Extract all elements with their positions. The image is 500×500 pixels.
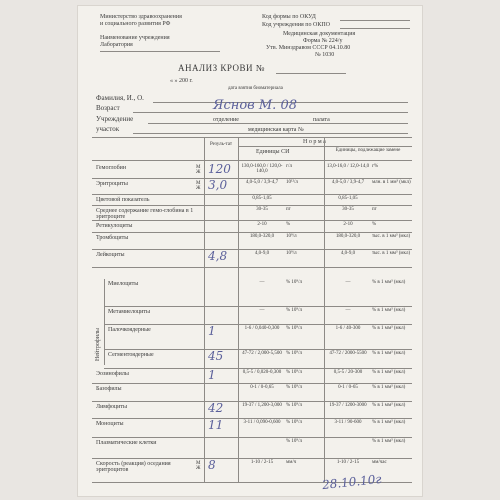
si-units-header: Единицы СИ (256, 149, 290, 155)
norm-old: 4,0-9,0 (340, 251, 356, 256)
norm-si: 180,0-320,0 (249, 234, 275, 239)
row-divider (92, 249, 412, 250)
norm-si: 2-10 (257, 222, 267, 227)
norm-old: 13,0-16,0 / 12,0-14,0 (326, 164, 370, 169)
institution-label: Наименование учреждения (100, 35, 170, 41)
result-value: 1 (208, 368, 216, 382)
test-name: Эозинофилы (96, 371, 129, 377)
unit-old: млн. в 1 мм³ (мкл) (372, 180, 411, 185)
med-doc-label: Медицинская документация (283, 31, 356, 37)
test-name: Цветовой показатель (96, 197, 150, 203)
row-divider (92, 232, 412, 233)
test-name: Сегментоядерные (108, 352, 154, 358)
norm-si: 19-37 / 1,200-3,000 (242, 403, 282, 408)
test-name: Базофилы (96, 386, 122, 392)
unit-si: % 10⁹/л (286, 439, 303, 444)
test-name: Среднее содержание гемо-глобина в 1 эритроците (96, 208, 194, 220)
norm-old: 180,0-320,0 (335, 234, 361, 239)
norm-si: 30-35 (256, 207, 268, 212)
norm-old: 0-1 / 0-65 (338, 385, 358, 390)
institution-field-label: Учреждение (96, 115, 134, 123)
norm-si: 4,0-9,0 (254, 251, 270, 256)
ministry-line-1: Министерство здравоохранения (100, 14, 182, 20)
row-divider (92, 383, 412, 384)
test-name: Палочкоядерные (108, 327, 151, 333)
norm-old: 30-35 (342, 207, 354, 212)
row-divider (92, 401, 412, 402)
row-divider (104, 349, 412, 350)
card-label: медицинская карта № (248, 127, 304, 133)
test-name: Лимфоциты (96, 404, 128, 410)
row-divider (92, 437, 412, 438)
norm-si: 4,0-5,0 / 3,9-4,7 (245, 180, 279, 185)
norm-si: 130,0-160,0 / 120,0-140,0 (241, 164, 283, 174)
row-divider (104, 324, 412, 325)
row-divider (92, 418, 412, 419)
unit-old: % в 1 мм³ (мкл) (372, 308, 406, 313)
unit-si: % 10⁹/л (286, 385, 303, 390)
unit-si: 10¹²/л (286, 180, 298, 185)
norm-si: 47-72 / 2,000-5,500 (242, 351, 282, 356)
unit-old: г% (372, 164, 379, 169)
result-value: 4,8 (208, 249, 228, 263)
norm-si: 3-11 / 0,090-0,600 (243, 420, 281, 425)
norm-old: 0,85-1,05 (338, 196, 358, 201)
unit-old: % в 1 мм³ (мкл) (372, 385, 406, 390)
unit-si: пг (286, 207, 291, 212)
unit-si: % 10⁹/л (286, 326, 303, 331)
patient-name-handwritten: Яснов М. 08 (213, 98, 297, 113)
row-divider (92, 205, 412, 206)
result-value: 42 (208, 401, 224, 415)
test-name: Эритроциты (96, 181, 128, 187)
test-name: Метамиелоциты (108, 309, 151, 315)
norm-header: Н о р м а (303, 139, 326, 145)
ministry-line-2: и социального развития РФ (100, 21, 171, 27)
unit-old: % (372, 222, 377, 227)
row-divider (92, 194, 412, 195)
approved-line: Утв. Минздравом СССР 04.10.80 (266, 45, 351, 51)
norm-si: 1-10 / 2-15 (250, 460, 274, 465)
test-name: Гемоглобин (96, 165, 127, 171)
date-line: « » 200 г. (170, 78, 193, 84)
unit-old: мм/час (372, 460, 387, 465)
department-label: отделение (213, 117, 239, 123)
signature-date: 28.10.10г (321, 471, 383, 493)
norm-si: — (259, 308, 265, 313)
norm-old: 0,5-5 / 20-300 (333, 370, 363, 375)
lab-label: Лаборатория (100, 42, 133, 48)
norm-old: — (345, 308, 351, 313)
result-value: 3,0 (208, 178, 228, 192)
test-name: Моноциты (96, 421, 124, 427)
unit-si: % 10⁹/л (286, 420, 303, 425)
norm-old: 3-11 / 90-600 (334, 420, 362, 425)
district-label: участок (96, 125, 120, 133)
unit-si: % 10⁹/л (286, 308, 303, 313)
unit-si: г/л (286, 164, 292, 169)
row-divider (104, 368, 412, 369)
unit-old: % в 1 мм³ (мкл) (372, 370, 406, 375)
norm-si: 0,85-1,05 (252, 196, 272, 201)
unit-old: пг (372, 207, 377, 212)
unit-si: мм/ч (286, 460, 297, 465)
unit-old: % в 1 мм³ (мкл) (372, 326, 406, 331)
norm-old: 19-37 / 1200-3000 (329, 403, 367, 408)
row-divider (92, 178, 412, 179)
unit-si: % 10⁹/л (286, 351, 303, 356)
norm-si: 0,5-5 / 0,020-0,300 (242, 370, 282, 375)
unit-old: % в 1 мм³ (мкл) (372, 420, 406, 425)
norm-si: 1-6 / 0,040-0,300 (244, 326, 280, 331)
test-name: Скорость (реакция) оседания эритроцитов (96, 461, 171, 473)
norm-si: — (259, 280, 265, 285)
form-number: Форма № 224/у (303, 38, 343, 44)
okpo-label: Код учреждения по ОКПО (262, 22, 331, 28)
row-divider (92, 220, 412, 221)
fio-label: Фамилия, И., О. (96, 94, 144, 102)
age-label: Возраст (96, 104, 120, 112)
unit-old: % в 1 мм³ (мкл) (372, 439, 406, 444)
analysis-form (78, 6, 422, 496)
page-title: АНАЛИЗ КРОВИ № (178, 63, 265, 73)
norm-old: 1-6 / 40-300 (335, 326, 361, 331)
unit-si: % 10⁹/л (286, 370, 303, 375)
result-value: 8 (208, 458, 216, 472)
test-name: Миелоциты (108, 281, 139, 287)
test-name: Плазматические клетки (96, 440, 157, 446)
unit-old: тыс. в 1 мм³ (мкл) (372, 234, 411, 239)
norm-old: — (345, 280, 351, 285)
old-units-header: Единицы, подлежащие замене (335, 148, 401, 153)
ward-label: палата (313, 117, 330, 123)
row-divider (92, 458, 412, 459)
unit-si: % (286, 222, 291, 227)
test-name: Тромбоциты (96, 235, 129, 241)
test-name: Ретикулоциты (96, 223, 133, 229)
norm-old: 4,0-5,0 / 3,9-4,7 (331, 180, 365, 185)
unit-si: % 10⁹/л (286, 403, 303, 408)
norm-old: 1-10 / 2-15 (336, 460, 360, 465)
unit-old: % в 1 мм³ (мкл) (372, 351, 406, 356)
result-header: Резуль-тат (209, 142, 233, 147)
unit-old: тыс. в 1 мм³ (мкл) (372, 251, 411, 256)
unit-si: 10⁹/л (286, 251, 297, 256)
unit-old: % в 1 мм³ (мкл) (372, 403, 406, 408)
result-value: 120 (208, 162, 231, 176)
sex-marker: М Ж (196, 461, 201, 471)
norm-old: 47-72 / 2000-5500 (329, 351, 367, 356)
okud-label: Код формы по ОКУД (262, 14, 316, 20)
norm-si: 0-1 / 0-0,65 (250, 385, 274, 390)
result-value: 45 (208, 349, 224, 363)
date-caption: дата взятия биоматериала (228, 86, 283, 91)
row-divider (104, 306, 412, 307)
test-name: Лейкоциты (96, 252, 125, 258)
result-value: 11 (208, 418, 224, 432)
unit-si: 10⁹/л (286, 234, 297, 239)
sex-marker: М Ж (196, 181, 201, 191)
unit-old: % в 1 мм³ (мкл) (372, 280, 406, 285)
order-number: № 1030 (315, 52, 335, 58)
neutrophils-label: Нейтрофилы (95, 327, 101, 361)
sex-marker: М Ж (196, 165, 201, 175)
norm-old: 2-10 (343, 222, 353, 227)
row-divider (92, 267, 412, 268)
result-value: 1 (208, 324, 216, 338)
unit-si: % 10⁹/л (286, 280, 303, 285)
